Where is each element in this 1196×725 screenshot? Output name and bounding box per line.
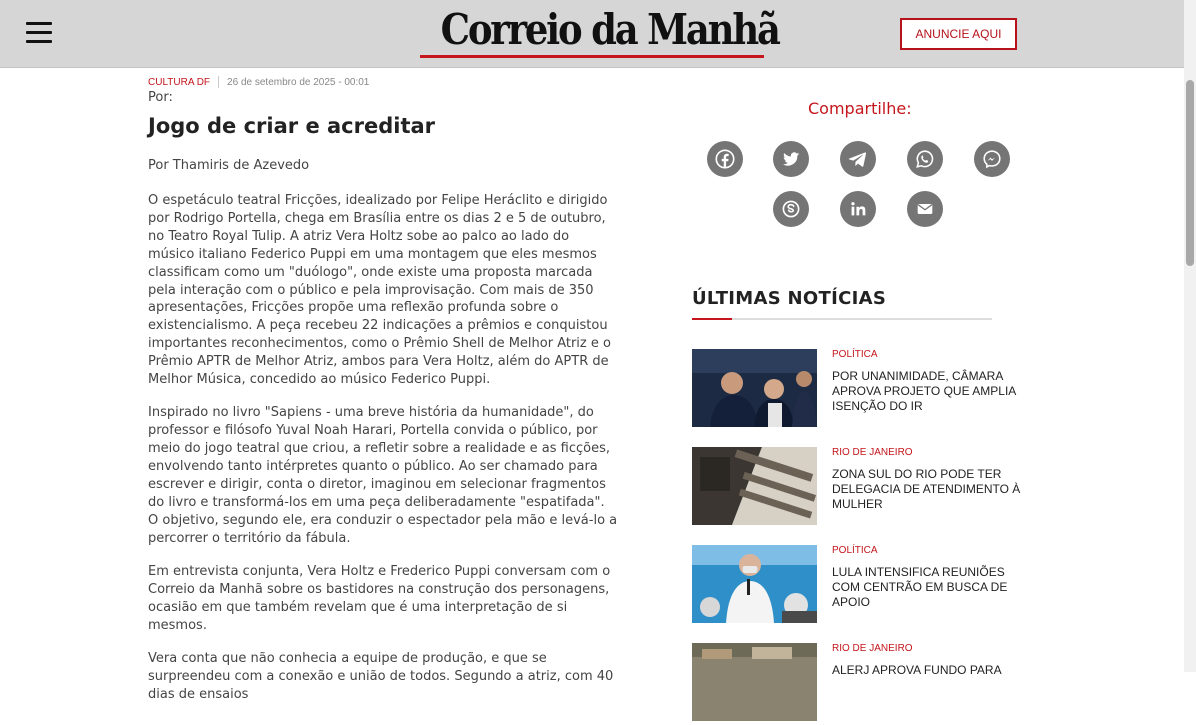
page-scrollbar[interactable] xyxy=(1184,0,1196,672)
news-item[interactable] xyxy=(692,447,1022,527)
article-byline: Por Thamiris de Azevedo xyxy=(148,158,310,173)
article-paragraph: Inspirado no livro "Sapiens - uma breve história da humanidade", do professor e filósofo Yuval Noah Harari, Portella convida o público, por meio do jogo teatral que criou, a refletir sobre a realidade e as ficções, envolvendo tanto intérpretes quanto o público. Ao ser chamado para escrever e dirigir, conta o diretor, imaginou em selecionar fragmentos do livro e transformá-los em uma peça deliberadamente "espatifada". O objetivo, segundo ele, era conduzir o espectador pela mão e levá-lo a percorrer o território da fábula. xyxy=(148,405,618,546)
news-item[interactable] xyxy=(692,349,1022,429)
telegram-icon xyxy=(847,148,869,170)
article-body xyxy=(148,192,618,720)
news-headline[interactable]: ALERJ APROVA FUNDO PARA xyxy=(832,663,1002,677)
article-meta xyxy=(148,76,369,88)
article-category[interactable]: CULTURA DF xyxy=(148,76,211,88)
article-paragraph: O espetáculo teatral Fricções, idealizado por Felipe Heráclito e dirigido por Rodrigo Portella, chega em Brasília entre os dias 2 e 5 de outubro, no Teatro Royal Tulip. A atriz Vera Holtz sobe ao palco ao lado do músico italiano Federico Puppi em uma montagem que eles mesmos classificam como um "duólogo", onde existe uma proposta marcada pela interação com o público e pela improvisação. Com mais de 350 apresentações, Fricções propõe uma reflexão profunda sobre o existencialismo. A peça recebeu 22 indicações a prêmios e conquistou importantes reconhecimentos, como o Prêmio Shell de Melhor Atriz e o Prêmio APTR de Melhor Atriz, ambos para Vera Holtz, além do APTR de Melhor Música, concedido ao músico Federico Puppi. xyxy=(148,193,611,388)
news-headline[interactable]: ZONA SUL DO RIO PODE TER DELEGACIA DE ATENDIMENTO À MULHER xyxy=(832,467,1021,511)
logo-underline xyxy=(420,55,764,58)
news-item[interactable] xyxy=(692,545,1022,625)
share-messenger-button[interactable] xyxy=(974,141,1010,177)
skype-icon xyxy=(780,198,802,220)
facebook-icon xyxy=(714,148,736,170)
email-icon xyxy=(914,198,936,220)
share-facebook-button[interactable] xyxy=(707,141,743,177)
news-category[interactable]: POLÍTICA xyxy=(832,349,878,360)
author-label: Por: xyxy=(148,90,173,105)
hamburger-menu-icon[interactable] xyxy=(26,22,52,44)
share-email-button[interactable] xyxy=(907,191,943,227)
linkedin-icon xyxy=(847,198,869,220)
news-category[interactable]: POLÍTICA xyxy=(832,545,878,556)
news-category[interactable]: RIO DE JANEIRO xyxy=(832,447,913,458)
share-telegram-button[interactable] xyxy=(840,141,876,177)
news-category[interactable]: RIO DE JANEIRO xyxy=(832,643,913,654)
news-thumbnail[interactable] xyxy=(692,643,817,721)
latest-news-underline xyxy=(692,318,992,320)
latest-news-title: ÚLTIMAS NOTÍCIAS xyxy=(692,288,887,309)
messenger-icon xyxy=(981,148,1003,170)
twitter-icon xyxy=(780,148,802,170)
news-headline[interactable]: POR UNANIMIDADE, CÂMARA APROVA PROJETO QUE AMPLIA ISENÇÃO DO IR xyxy=(832,369,1016,413)
share-whatsapp-button[interactable] xyxy=(907,141,943,177)
share-skype-button[interactable] xyxy=(773,191,809,227)
meta-divider xyxy=(218,76,219,88)
share-twitter-button[interactable] xyxy=(773,141,809,177)
scrollbar-thumb[interactable] xyxy=(1186,80,1194,266)
share-title: Compartilhe: xyxy=(808,99,912,118)
news-thumbnail[interactable] xyxy=(692,349,817,427)
advertise-button[interactable]: ANUNCIE AQUI xyxy=(900,18,1017,50)
whatsapp-icon xyxy=(914,148,936,170)
site-logo[interactable] xyxy=(420,4,779,60)
news-item[interactable] xyxy=(692,643,1022,723)
article-title: Jogo de criar e acreditar xyxy=(148,114,436,138)
share-linkedin-button[interactable] xyxy=(840,191,876,227)
news-thumbnail[interactable] xyxy=(692,545,817,623)
news-headline[interactable]: LULA INTENSIFICA REUNIÕES COM CENTRÃO EM BUSCA DE APOIO xyxy=(832,565,1008,609)
article-paragraph: Vera conta que não conhecia a equipe de produção, e que se surpreendeu com a conexão e união de todos. Segundo a atriz, com 40 dias de ensaios xyxy=(148,651,614,703)
site-header xyxy=(0,0,1184,68)
news-thumbnail[interactable] xyxy=(692,447,817,525)
article-paragraph: Em entrevista conjunta, Vera Holtz e Frederico Puppi conversam com o Correio da Manhã sobre os bastidores na construção dos personagens, ocasião em que também revelam que é uma interpretação de si mesmos. xyxy=(148,564,611,633)
article-date: 26 de setembro de 2025 - 00:01 xyxy=(227,76,370,88)
logo-text: Correio da Manhã xyxy=(440,5,779,54)
